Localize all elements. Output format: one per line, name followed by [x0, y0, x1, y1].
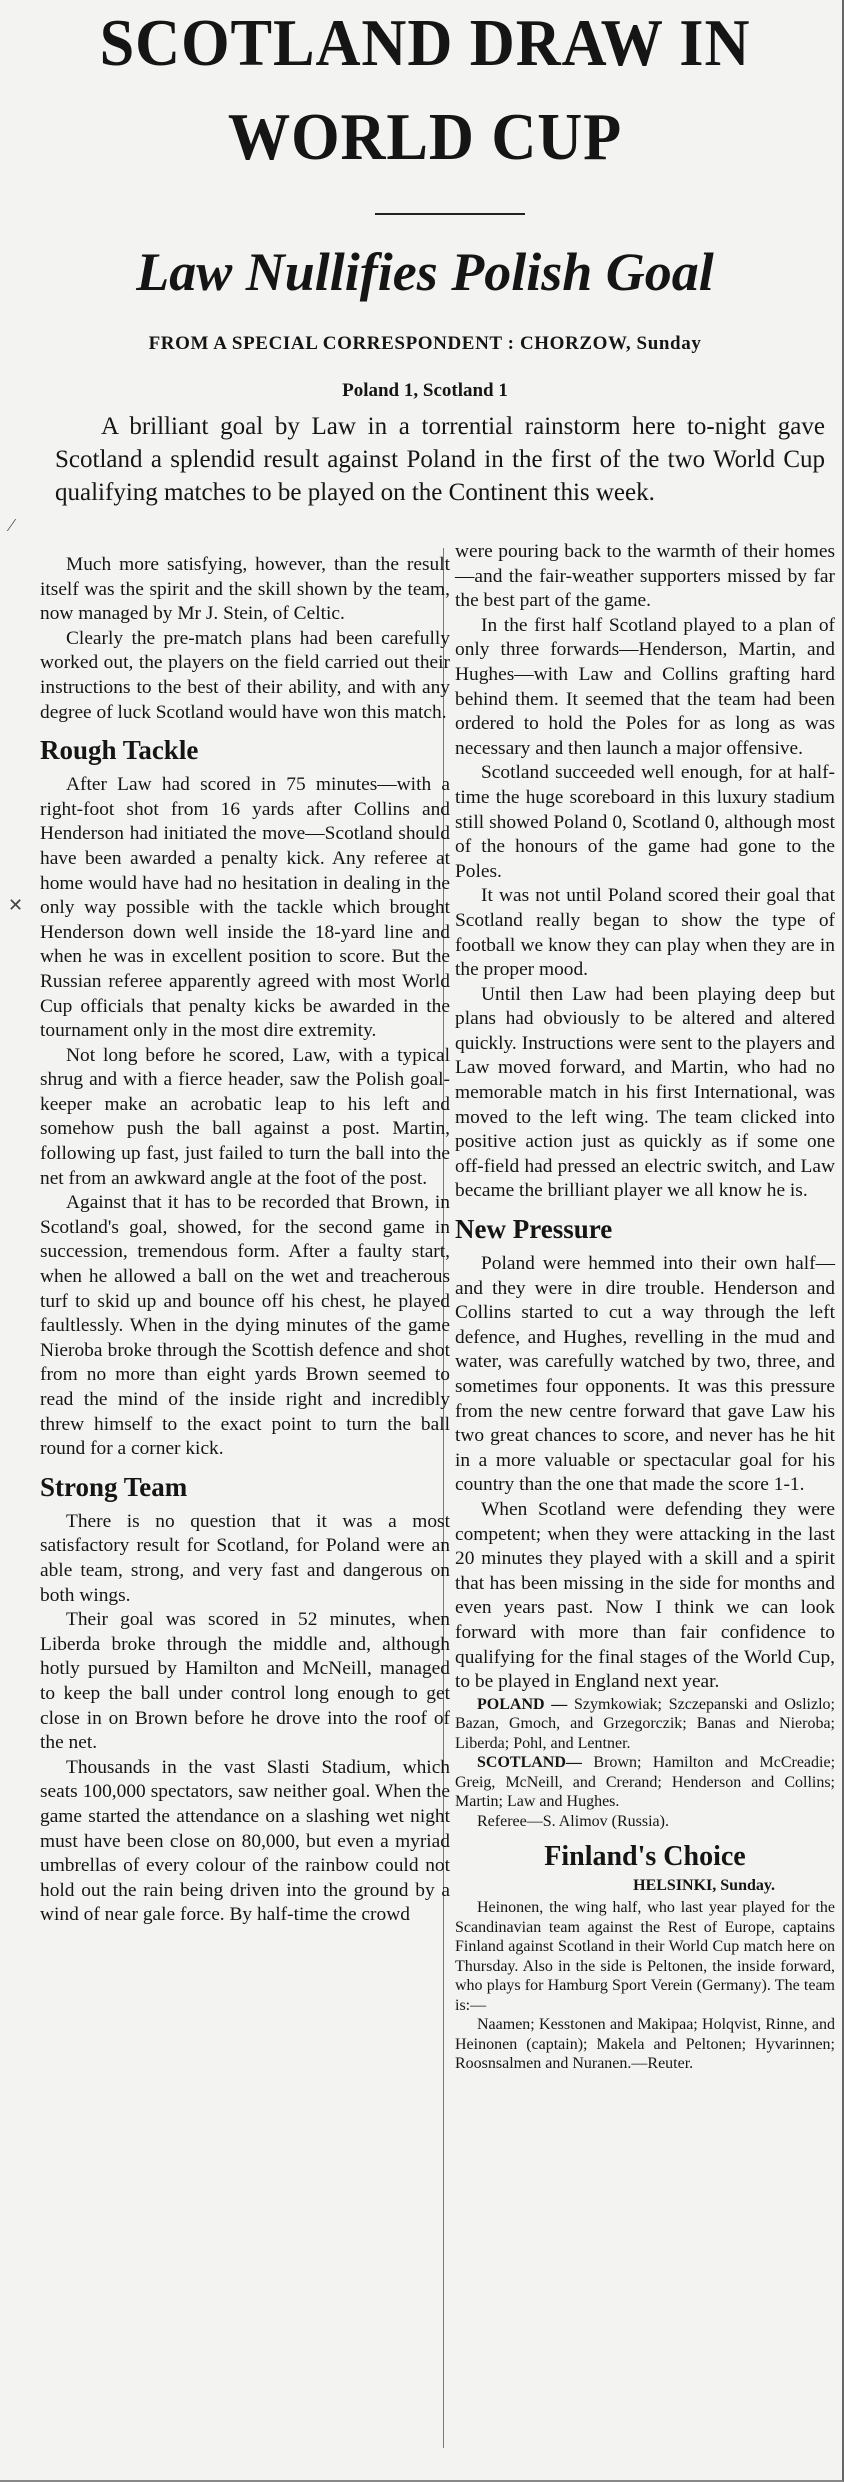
crosshead-rough-tackle: Rough Tackle [40, 735, 199, 766]
paragraph: In the first half Scotland played to a plan of only three forwards—Henderson, Martin, and Hughes—with Law and Collins grafting hard behind them. It seemed that the team had been ordered to hold the Poles for as long as was necessary and then launch a major offensive. [455, 614, 835, 759]
referee-line: Referee—S. Alimov (Russia). [477, 1812, 669, 1830]
paragraph: Not long before he scored, Law, with a typical shrug and with a fierce header, saw the Polish goal-keeper make an acrobatic leap to his left and somehow push the ball against a post. Martin, following up fast, just failed to turn the ball into the net from an awkward angle at the foot of the post. [40, 1044, 450, 1189]
paragraph: Poland were hemmed into their own half—and they were in dire trouble. Henderson and Collins started to cut a way through the left defence, and Hughes, revelling in the mud and water, was carefully watched by two, three, and sometimes four opponents. It was this pressure from the new centre forward that gave Law his two great chances to score, and never has he hit in a more valuable or spectacular goal for his country than the one that made the score 1-1. [455, 1253, 835, 1496]
paragraph: It was not until Poland scored their goal that Scotland really began to show the type of football we know they can play when they are in the proper mood. [455, 885, 835, 981]
poland-label: POLAND — [477, 1695, 568, 1713]
team-lineups [455, 1695, 835, 1832]
margin-mark-icon: ✕ [8, 895, 24, 915]
paragraph: Clearly the pre-match plans had been carefully worked out, the players on the field carried out their instructions to the best of their ability, and with any degree of luck Scotland would have won this match. [40, 627, 450, 723]
lead-paragraph [55, 410, 825, 509]
scotland-players: Brown; Hamilton and McCreadie; Greig, McNeill, and Crerand; Henderson and Collins; Martin; Law and Hughes. [455, 1754, 836, 1811]
crosshead-strong-team: Strong Team [40, 1471, 188, 1502]
paragraph: When Scotland were defending they were competent; when they were attacking in the last 20 minutes they played with a skill and a spirit that has been missing in the side for months and even years past. Now I think we can look forward with more than fair confidence to qualifying for the final stages of the World Cup, to be played in England next year. [455, 1498, 835, 1693]
headline-line-1: SCOTLAND DRAW IN [99, 6, 751, 80]
paragraph: After Law had scored in 75 minutes—with a right-foot shot from 16 yards after Collins and Henderson had initiated the move—Scotland should have been awarded a penalty kick. Any referee at home would have had no hesitation in dealing in the only way possible with the tackle which brought Henderson down well inside the 18-yard line and when he was in excellent position to score. But the Russian referee apparently agreed with most World Cup officials that penalty kicks be awarded in the tournament only in the most dire extremity. [40, 774, 450, 1042]
score-line: Poland 1, Scotland 1 [342, 380, 508, 401]
crosshead-new-pressure: New Pressure [455, 1214, 613, 1245]
paragraph: were pouring back to the warmth of their homes—and the fair-weather supporters missed by far the best part of the game. [455, 541, 835, 612]
paragraph: Naamen; Kesstonen and Makipaa; Holqvist, Rinne, and Heinonen (captain); Makela and Peltonen; Hyvarinnen; Roosnsalmen and Nuranen.—Reuter. [455, 2016, 835, 2073]
poland-players: Szymkowiak; Szczepanski and Oslizlo; Bazan, Gmoch, and Grzegorczik; Banas and Nieroba; Liberda; Pohl, and Lentner. [455, 1695, 835, 1752]
paragraph: Heinonen, the wing half, who last year played for the Scandinavian team against the Rest of Europe, captains Finland against Scotland in their World Cup match here on Thursday. Also in the side is Peltonen, the inside forward, who plays for Hamburg Sport Verein (Germany). The team is:— [455, 1899, 835, 2014]
paragraph: Until then Law had been playing deep but plans had obviously to be altered and altered quickly. Instructions were sent to the players and Law moved forward, and Martin, who had no memorable match in his first International, was moved to the left wing. The team clicked into positive action just as quickly as if some one off-field had pressed an electric switch, and Law became the brilliant player we all know he is. [455, 983, 835, 1202]
paragraph: Scotland succeeded well enough, for at half-time the huge scoreboard in this luxury stadium still showed Poland 0, Scotland 0, although most of the honours of the game had gone to the Poles. [455, 762, 835, 882]
poland-lineup [455, 1695, 835, 1754]
paragraph: Against that it has to be recorded that Brown, in Scotland's goal, showed, for the second game in succession, tremendous form. After a faulty start, when he allowed a ball on the wet and treacherous turf to skid up and bounce off his chest, he played faultlessly. When in the dying minutes of the game Nieroba broke through the Scottish defence and shot from no more than eight yards Brown seemed to read the mind of the inside right and incredibly threw himself to the exact point to turn the ball round for a corner kick. [40, 1192, 450, 1460]
paragraph: Their goal was scored in 52 minutes, when Liberda broke through the middle and, although hotly pursued by Hamilton and McNeill, managed to keep the ball under control long enough to get close in on Brown before he drove into the roof of the net. [40, 1609, 450, 1754]
finland-dateline: HELSINKI, Sunday. [633, 1876, 775, 1894]
paragraph: Thousands in the vast Slasti Stadium, which seats 100,000 spectators, saw neither goal. When the game started the attendance on a slashing wet night must have been close on 80,000, but even a myriad umbrellas of every colour of the rainbow could not hold out the rain being driven into the ground by a wind of near gale force. By half-time the crowd [40, 1756, 450, 1926]
finland-story [455, 1898, 835, 2074]
margin-scratch-icon: ⁄ [10, 515, 14, 535]
paragraph: Much more satisfying, however, than the result itself was the spirit and the skill shown by the team, now managed by Mr J. Stein, of Celtic. [40, 554, 450, 625]
lead-text: A brilliant goal by Law in a torrential rainstorm here to-night gave Scotland a splendid result against Poland in the first of the two World Cup qualifying matches to be played on the Continent this week. [55, 413, 825, 506]
scotland-lineup [455, 1753, 835, 1812]
headline-line-2: WORLD CUP [227, 100, 623, 174]
scotland-label: SCOTLAND— [477, 1754, 582, 1772]
right-column [455, 540, 835, 2074]
finland-headline: Finland's Choice [544, 1841, 746, 1873]
subheadline: Law Nullifies Polish Goal [136, 242, 714, 302]
left-column [40, 553, 450, 1928]
headline-rule [375, 213, 525, 215]
byline: FROM A SPECIAL CORRESPONDENT : CHORZOW, Sunday [148, 333, 702, 354]
paragraph: There is no question that it was a most satisfactory result for Scotland, for Poland were an able team, strong, and very fast and dangerous on both wings. [40, 1510, 450, 1606]
